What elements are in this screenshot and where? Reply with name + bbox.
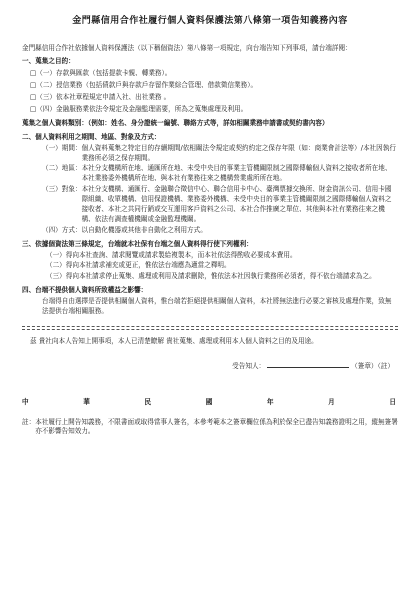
date-char-day: 日 — [389, 397, 396, 406]
signature-field[interactable] — [267, 361, 349, 368]
right-deletion — [22, 272, 398, 282]
usage-period-text: 個人資料蒐集之特定目的存續期間/依相關法令規定或契約約定之保存年限（如：商業會計法等）/本社因執行業務所必須之保存期間。 — [81, 143, 396, 162]
right-query-text: 得向本社查詢、請求閱覽或請求製給複製本，而本社依法得酌收必要成本費用。 — [65, 250, 297, 259]
usage-recipients — [22, 185, 398, 225]
section-purpose-heading: 一、蒐集之目的： — [22, 57, 75, 66]
divider-line-second — [22, 329, 398, 330]
date-char-zhong: 中 — [22, 397, 29, 406]
impact-text: 台端得自由選擇是否提供相關個人資料，惟台端若拒絕提供相關個人資料，本社將無法進行必要之審核及處理作業，致無法提供台端相關服務。 — [42, 297, 392, 315]
divider-line — [22, 326, 398, 327]
right-deletion-label: （三） — [46, 272, 66, 281]
purpose-item-membership: □（三）依本社章程規定申請入社、出社業務 。 — [30, 93, 171, 102]
date-char-guo: 國 — [205, 397, 213, 406]
section-usage-heading: 二、個人資料利用之期間、地區、對象及方式： — [22, 132, 161, 141]
footnote-text: 本社履行上開告知義務，不限書面或取得當事人簽名，本參考範本之簽章欄位係為利於保全已盡告知義務證明之用，縱無簽署亦不影響告知效力。 — [35, 417, 398, 436]
document-title: 金門縣信用合作社履行個人資料保護法第八條第一項告知義務內容 — [72, 16, 348, 26]
footnote-label: 註： — [22, 417, 36, 426]
usage-period — [22, 144, 398, 164]
right-correction: （二）得向本社請求補充或更正，惟依法台端應為適當之釋明。 — [46, 261, 231, 270]
date-line — [22, 398, 398, 408]
usage-period-label: （一）期間： — [42, 143, 82, 152]
right-deletion-text: 得向本社請求停止蒐集、處理或利用及請求刪除，惟依法本社因執行業務所必須者，得不依台端請求為之。 — [65, 272, 376, 281]
right-query — [22, 251, 398, 261]
usage-recipients-text: 本社分支機構、通匯行、金融聯合徵信中心、聯合信用卡中心、臺灣票據交換所、財金資訊公司、信用卡國際組織、收單機構、信用保證機構、業務委外機構、未受中央目的事業主管機關限制之國際傳輸個人資料之接收者、本社之共同行銷或交互運用客戶資料之公司、本社合作推廣之單位、其他與本社有業務往來之機構、依法有調查權機關或金融監理機關。 — [81, 185, 392, 223]
intro-paragraph: 金門縣信用合作社依據個人資料保護法（以下稱個資法）第八條第一項規定，向台端告知下列事項，請台端詳閱： — [22, 43, 352, 52]
right-query-label: （一） — [46, 250, 66, 259]
usage-recipients-label: （三）對象： — [42, 185, 82, 194]
recipient-label: 受告知人： — [232, 361, 266, 370]
data-category-heading: 蒐集之個人資料類別：（例如：姓名、身分證統一編號、聯絡方式等，詳如相關業務申請書或契約書內容） — [22, 118, 329, 127]
date-char-month: 月 — [328, 397, 335, 406]
purpose-item-deposit: □（一）存款與匯款（包括提款卡親、轉業務）。 — [30, 69, 172, 78]
usage-region-text: 本社分支機構所在地、通匯所在地、未受中央目的事業主管機關限制之國際傳輸個人資料之接收者所在地、本社業務委外機構所在地、與本社有業務往來之機構營業處所所在地。 — [81, 164, 392, 183]
purpose-item-regulation: □（四）金融服務業依法令規定及金融監理需要，所為之蒐集處理及利用。 — [30, 104, 248, 113]
footnote — [22, 418, 398, 438]
consent-statement: 茲 貴社向本人告知上開事項，本人已清楚瞭解 貴社蒐集、處理或利用本人個人資料之目的及用途。 — [30, 336, 318, 345]
date-char-min: 民 — [144, 397, 152, 406]
section-impact-heading: 四、台端不提供個人資料所致權益之影響： — [22, 286, 148, 295]
usage-region — [22, 164, 398, 184]
section-rights-heading: 三、依據個資法第三條規定，台端就本社保有台端之個人資料得行使下列權利： — [22, 239, 253, 248]
signature-line — [22, 361, 398, 372]
usage-method: （四）方式：以自動化機器或其他非自動化之利用方式。 — [42, 225, 207, 234]
date-char-year: 年 — [266, 397, 274, 406]
usage-region-label: （二）地區： — [42, 164, 82, 173]
date-char-hua: 華 — [83, 397, 90, 406]
purpose-item-credit: □（二）授信業務（包括債款戶與存款戶存留作業綜合管理、借款徵信業務）。 — [30, 81, 258, 90]
seal-label: （簽章）（註） — [351, 361, 394, 370]
